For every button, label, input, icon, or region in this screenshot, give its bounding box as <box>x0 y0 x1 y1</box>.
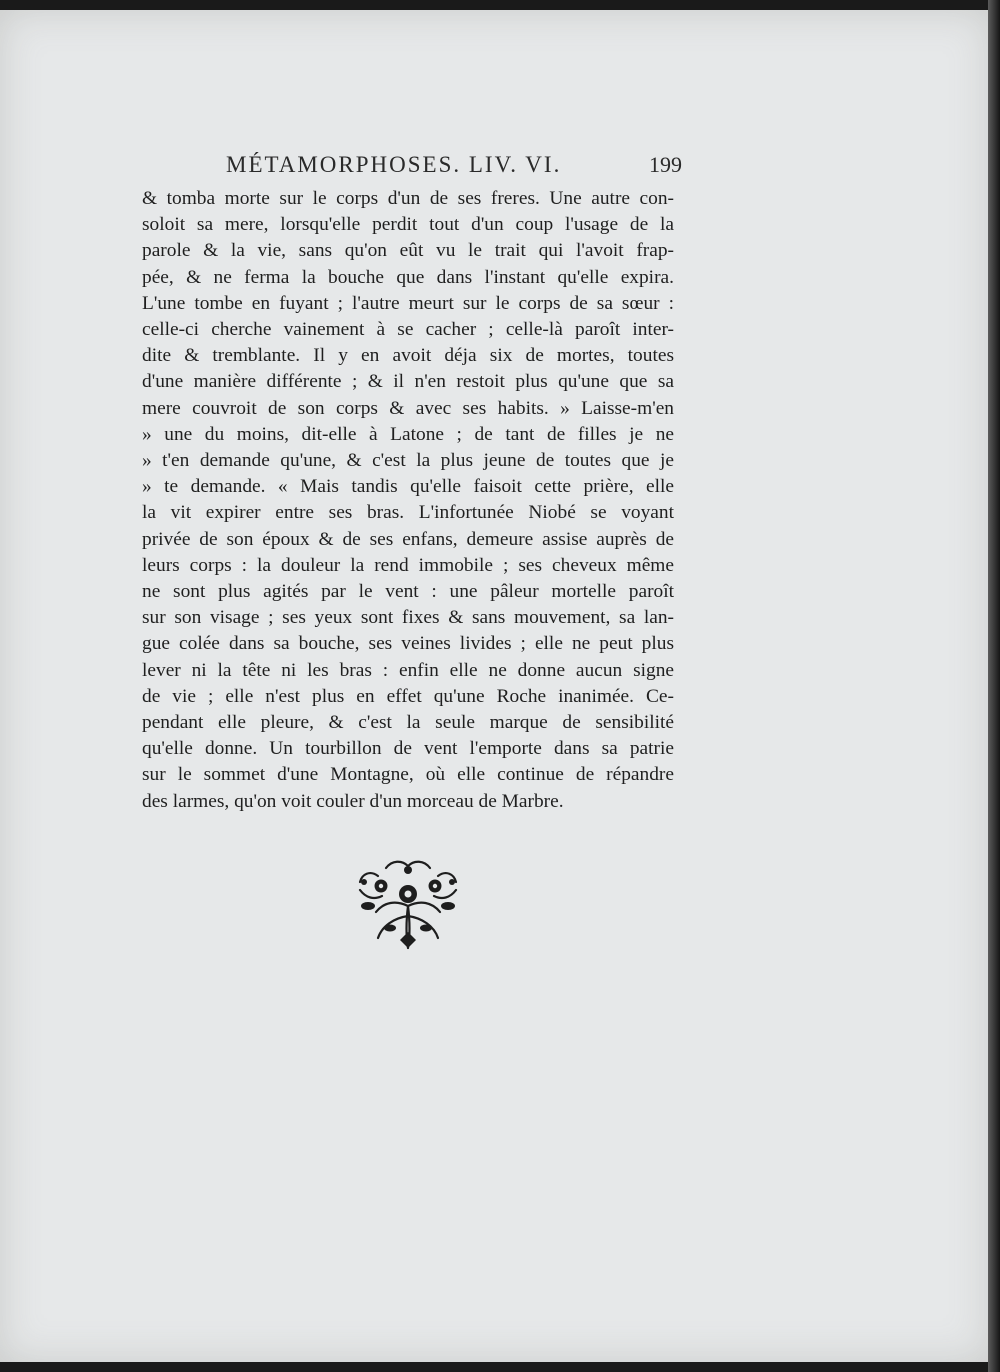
text-line: L'une tombe en fuyant ; l'autre meurt sur le corps de sa sœur : <box>142 292 674 314</box>
page-number: 199 <box>649 152 682 177</box>
text-line: ne sont plus agités par le vent : une pâleur mortelle paroît <box>142 581 674 603</box>
body-text <box>142 186 674 815</box>
text-line: dite & tremblante. Il y en avoit déja six de mortes, toutes <box>142 345 674 367</box>
text-line: » te demande. « Mais tandis qu'elle faisoit cette prière, elle <box>142 476 674 498</box>
text-line: de vie ; elle n'est plus en effet qu'une Roche inanimée. Ce- <box>142 685 674 707</box>
text-line: sur son visage ; ses yeux sont fixes & sans mouvement, sa lan- <box>142 607 674 629</box>
text-line: soloit sa mere, lorsqu'elle perdit tout d'un coup l'usage de la <box>142 214 674 236</box>
text-line: lever ni la tête ni les bras : enfin elle ne donne aucun signe <box>142 659 674 681</box>
text-line: la vit expirer entre ses bras. L'infortunée Niobé se voyant <box>142 502 674 524</box>
text-line: celle-ci cherche vainement à se cacher ; celle-là paroît inter- <box>142 319 674 341</box>
book-page <box>0 10 990 1362</box>
running-head <box>218 152 682 188</box>
text-line: leurs corps : la douleur la rend immobile ; ses cheveux même <box>142 554 674 576</box>
text-line: parole & la vie, sans qu'on eût vu le trait qui l'avoit frap- <box>142 240 674 262</box>
text-line: » une du moins, dit-elle à Latone ; de tant de filles je ne <box>142 423 674 445</box>
floral-vignette-icon <box>348 856 468 952</box>
text-line: d'une manière différente ; & il n'en restoit plus qu'une que sa <box>142 371 674 393</box>
text-line: » t'en demande qu'une, & c'est la plus jeune de toutes que je <box>142 450 674 472</box>
text-line: pendant elle pleure, & c'est la seule marque de sensibilité <box>142 712 674 734</box>
text-line: privée de son époux & de ses enfans, demeure assise auprès de <box>142 528 674 550</box>
text-line: des larmes, qu'on voit couler d'un morceau de Marbre. <box>142 790 564 812</box>
text-line: & tomba morte sur le corps d'un de ses freres. Une autre con- <box>142 188 674 209</box>
text-line: sur le sommet d'une Montagne, où elle continue de répandre <box>142 764 674 786</box>
text-line: mere couvroit de son corps & avec ses habits. » Laisse-m'en <box>142 397 674 419</box>
running-title: MÉTAMORPHOSES. LIV. VI. <box>226 152 562 177</box>
text-line: qu'elle donne. Un tourbillon de vent l'emporte dans sa patrie <box>142 738 674 760</box>
book-spine-edge <box>988 0 1000 1372</box>
text-line: gue colée dans sa bouche, ses veines livides ; elle ne peut plus <box>142 633 674 655</box>
text-line: pée, & ne ferma la bouche que dans l'instant qu'elle expira. <box>142 266 674 288</box>
